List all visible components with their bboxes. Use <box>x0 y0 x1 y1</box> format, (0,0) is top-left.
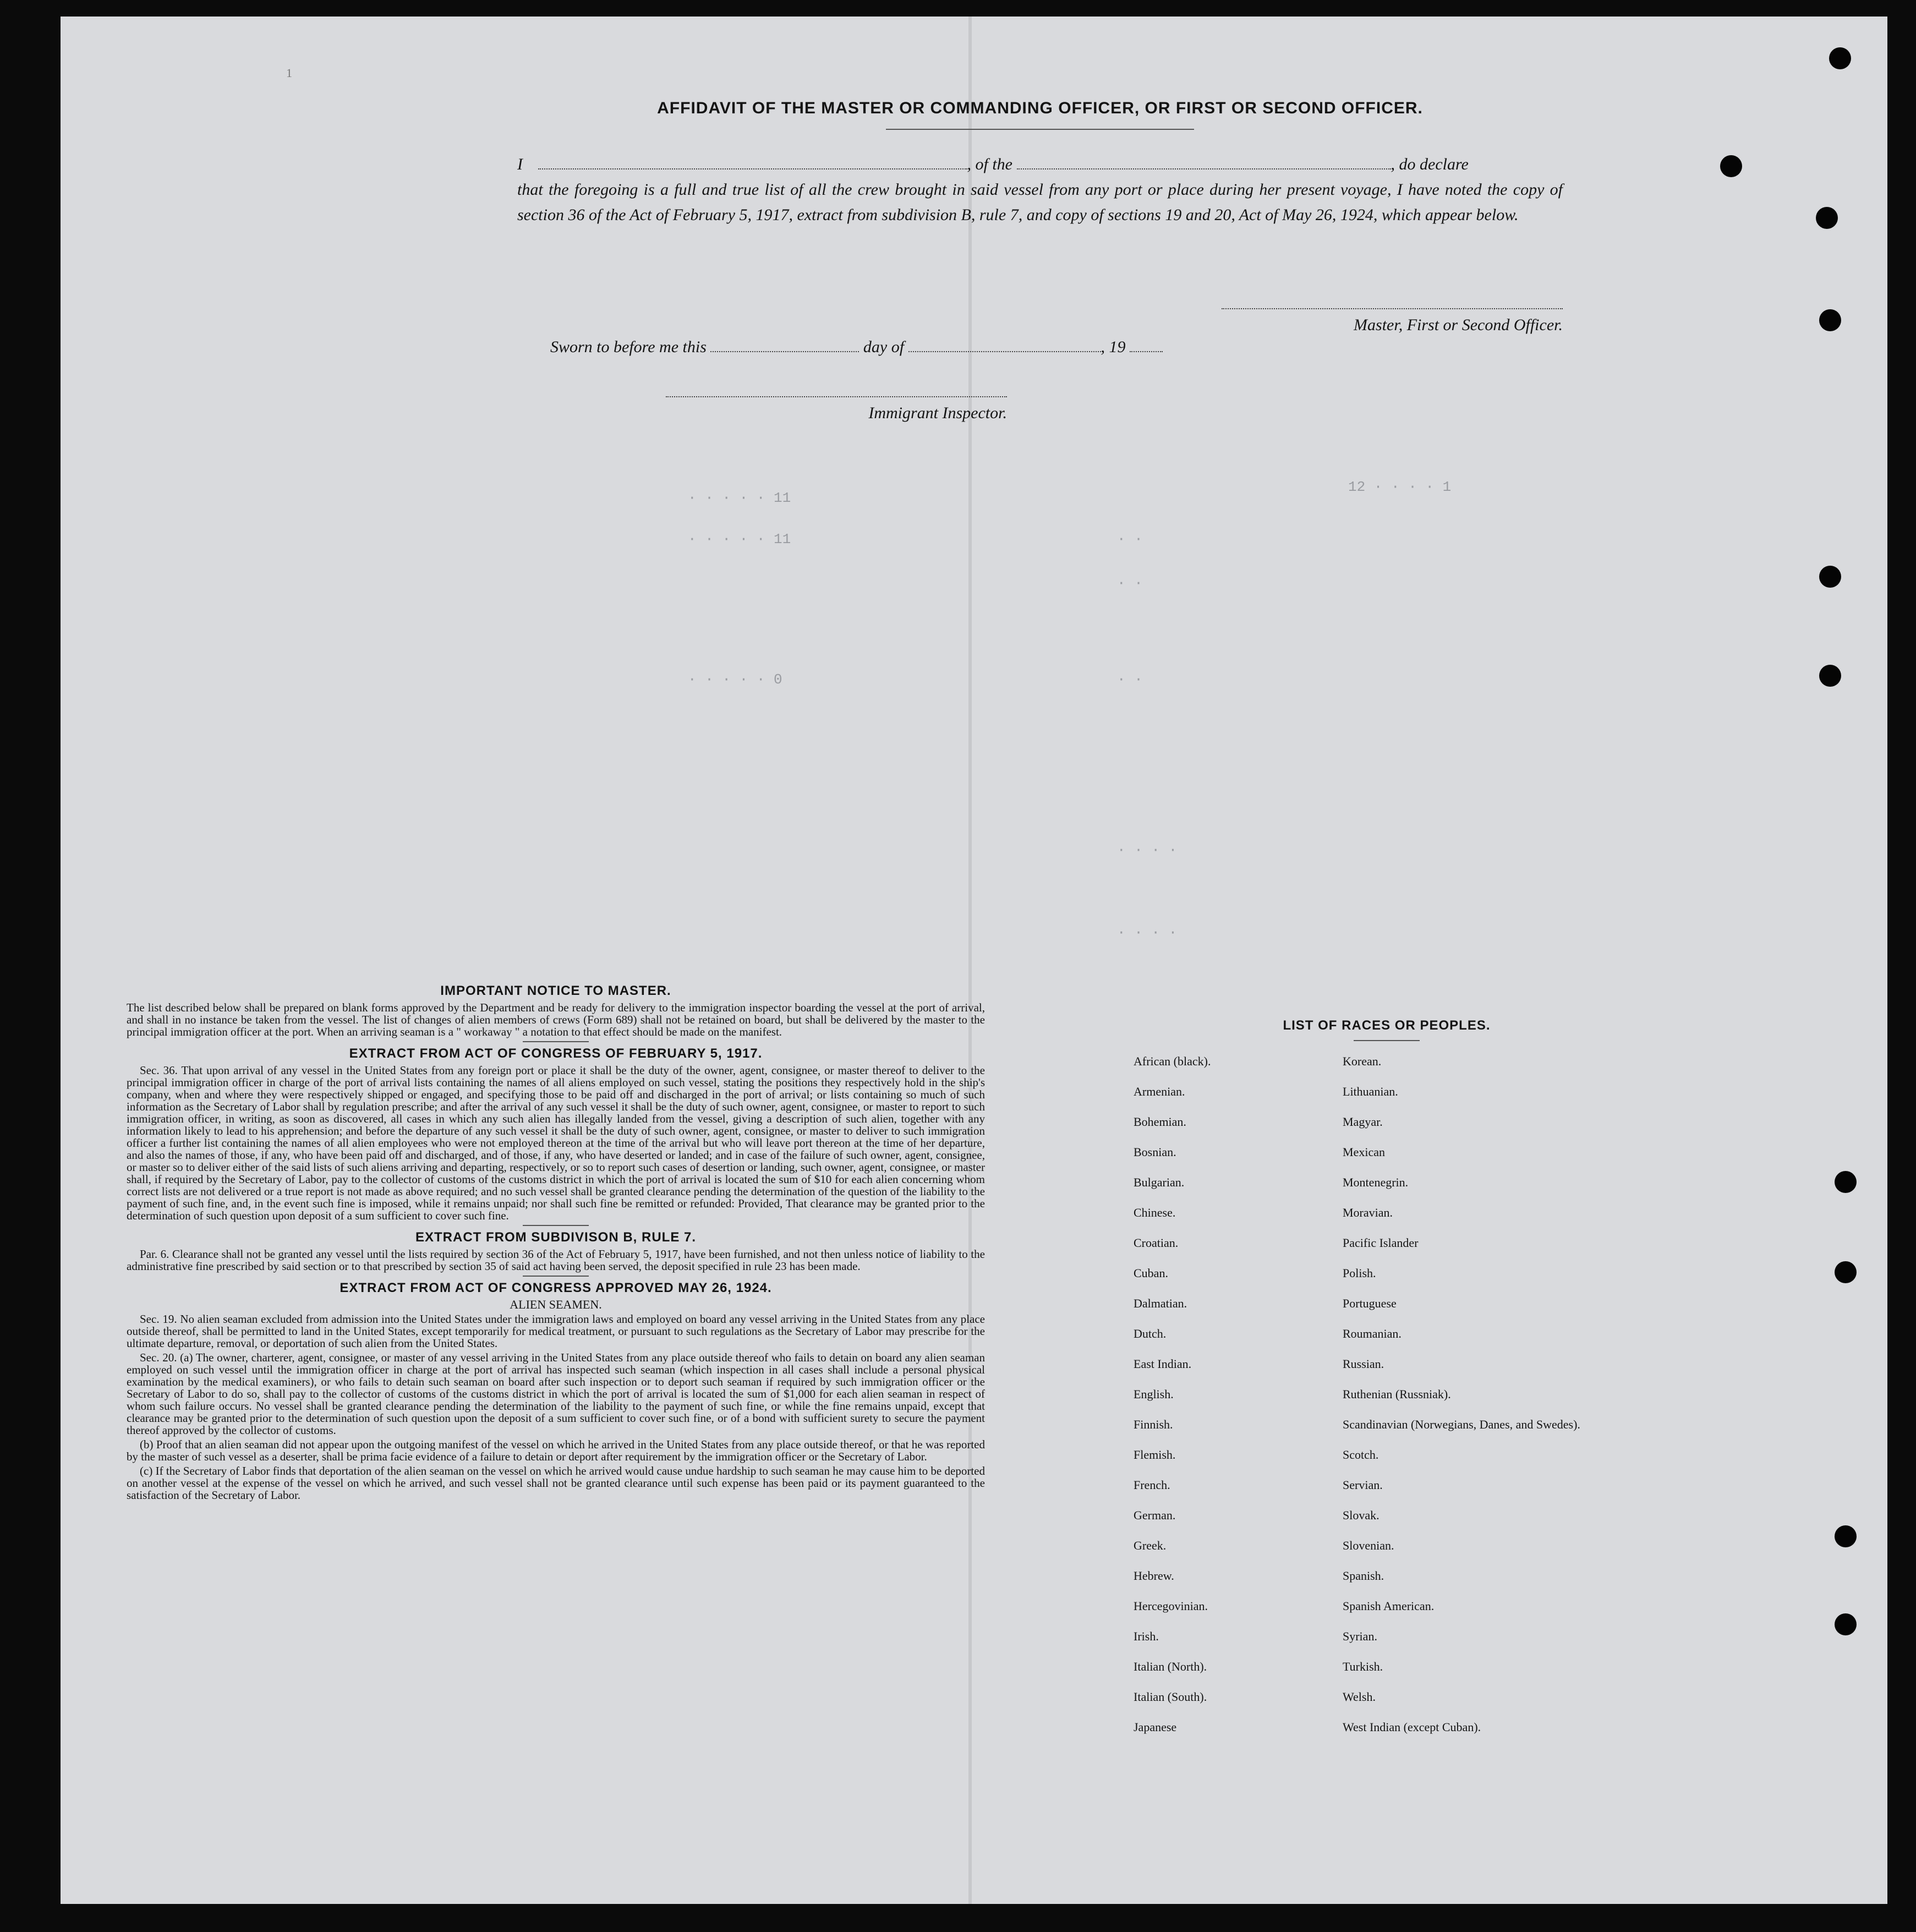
section-divider <box>523 1276 589 1277</box>
document-sheet <box>61 17 1887 1904</box>
race-item-right: Moravian. <box>1343 1206 1393 1219</box>
notice-column <box>127 979 985 1503</box>
race-item-left: Armenian. <box>1134 1085 1185 1098</box>
section-divider <box>523 1041 589 1042</box>
punch-hole <box>1816 207 1838 229</box>
bleed-through-mark: · · · · · 11 <box>688 531 791 548</box>
affidavit-body: that the foregoing is a full and true list of all the crew brought in said vessel from any port or place during her present voyage, I have noted the copy of section 36 of the Act of February 5, 1917, extract from subdivision B, rule 7, and copy of sections 19 and 20, Act of May 26, 1924, which appear below. <box>517 180 1563 224</box>
race-item-right: Roumanian. <box>1343 1327 1402 1340</box>
race-item-left: East Indian. <box>1134 1357 1192 1371</box>
races-section <box>1112 1018 1662 1750</box>
vessel-name-field[interactable] <box>1017 153 1391 169</box>
races-title-underline <box>1354 1040 1420 1041</box>
title-underline <box>886 129 1194 130</box>
punch-hole <box>1835 1171 1857 1193</box>
inspector-label: Immigrant Inspector. <box>868 404 1007 422</box>
race-item-right: Magyar. <box>1343 1115 1383 1129</box>
do-declare-label: , do declare <box>1391 155 1469 173</box>
race-item-right: Syrian. <box>1343 1629 1377 1643</box>
year-prefix: , 19 <box>1101 338 1126 356</box>
sworn-prefix: Sworn to before me this <box>550 338 707 356</box>
page-corner-mark: 1 <box>286 66 292 80</box>
sworn-day-field[interactable] <box>710 336 859 352</box>
of-the-label: , of the <box>967 155 1012 173</box>
sworn-year-field[interactable] <box>1130 336 1163 352</box>
race-item-right: Mexican <box>1343 1145 1385 1159</box>
race-item-right: Korean. <box>1343 1054 1382 1068</box>
race-item-left: African (black). <box>1134 1054 1211 1068</box>
race-item-right: Pacific Islander <box>1343 1236 1419 1250</box>
race-item-right: Portuguese <box>1343 1296 1397 1310</box>
race-item-left: Bulgarian. <box>1134 1175 1185 1189</box>
master-signature-block <box>1222 308 1563 335</box>
race-item-right: Russian. <box>1343 1357 1384 1371</box>
sec20b-text: (b) Proof that an alien seaman did not appear upon the outgoing manifest of the vessel on which he arrived in the United States from any place outside thereof, or that he was reported by the master of such vessel as a deserter, shall be prima facie evidence of a failure to detain or deport after requirement by the immigration officer or the Secretary of Labor. <box>127 1438 985 1463</box>
race-item-left: German. <box>1134 1508 1176 1522</box>
bleed-through-mark: · · <box>1117 575 1143 592</box>
sworn-month-field[interactable] <box>908 336 1101 352</box>
master-signature-line[interactable] <box>1222 308 1563 309</box>
bleed-through-mark: 12 · · · · 1 <box>1348 479 1452 495</box>
race-item-left: Dutch. <box>1134 1327 1167 1340</box>
race-item-left: Cuban. <box>1134 1266 1168 1280</box>
declarant-prefix: I <box>517 155 523 173</box>
race-item-right: Montenegrin. <box>1343 1175 1409 1189</box>
notice-title: IMPORTANT NOTICE TO MASTER. <box>440 983 671 998</box>
sec20c-text: (c) If the Secretary of Labor finds that deportation of the alien seaman on the vessel on which he arrived would cause undue hardship to such seaman he may cause him to be deported on another vessel at the expense of the vessel on which he arrived, and such vessel shall not be granted clearance until such expense has been paid or its payment guaranteed to the satisfaction of the Secretary of Labor. <box>127 1464 985 1502</box>
race-item-left: Bohemian. <box>1134 1115 1186 1129</box>
notice-text: The list described below shall be prepared on blank forms approved by the Department and be ready for delivery to the immigration inspector boarding the vessel at the port of arrival, and shall in no instance be taken from the vessel. The list of changes of alien members of crews (Form 689) shall not be retained on board, but shall be delivered by the master to the principal immigration officer at the port. When an arriving seaman is a " workaway " a notation to that effect should be made on the manifest. <box>127 1001 985 1038</box>
section-divider <box>523 1225 589 1226</box>
alien-seamen-subtitle: ALIEN SEAMEN. <box>510 1298 602 1311</box>
extract-1924-title: EXTRACT FROM ACT OF CONGRESS APPROVED MAY 26, 1924. <box>340 1280 772 1295</box>
inspector-signature-line[interactable] <box>666 396 1007 397</box>
race-item-left: Japanese <box>1134 1720 1177 1734</box>
race-item-right: Slovak. <box>1343 1508 1379 1522</box>
affidavit-declaration <box>517 152 1563 228</box>
race-item-left: Hebrew. <box>1134 1569 1174 1583</box>
extract-1917-text: Sec. 36. That upon arrival of any vessel in the United States from any foreign port or place it shall be the duty of the owner, agent, consignee, or master thereof to deliver to the principal immigration officer in charge of the port of arrival lists containing the names of all aliens employed on such vessel, stating the positions they respectively hold in the ship's company, when and where they were respectively shipped or engaged, and specifying those to be paid off and discharged in the port of arrival; or lists containing so much of such information as the Secretary of Labor shall by regulation prescribe; and after the arrival of any such vessel it shall be the duty of such owner, agent, consignee, or master to report to such immigration officer, in writing, as soon as discovered, all cases in which any such alien has illegally landed from the vessel, giving a description of such alien, together with any information likely to lead to his apprehension; and before the departure of any such vessel it shall be the duty of such owner, agent, consignee, or master to deliver to such immigration officer a further list containing the names of all alien employees who were not employed thereon at the time of the arrival but who will leave port thereon at the time of her departure, and also the names of those, if any, who have been paid off and discharged, and of those, if any, who have deserted or landed; and in case of the failure of such owner, agent, consignee, or master so to deliver either of the said lists of such aliens arriving and departing, respectively, or so to report such cases of desertion or landing, such owner, agent, consignee, or master shall, if required by the Secretary of Labor, pay to the collector of customs of the customs district in which the port of arrival is located the sum of $10 for each alien concerning whom correct lists are not delivered or a true report is not made as above required; and no such vessel shall be granted clearance pending the determination of the question of the liability to the payment of such fine, and, in the event such fine is imposed, while it remains unpaid; nor shall such fine be remitted or refunded: Provided, That clearance may be granted prior to the determination of such question upon deposit of a sum sufficient to cover such fine. <box>127 1064 985 1222</box>
race-item-right: Servian. <box>1343 1478 1383 1492</box>
race-item-left: French. <box>1134 1478 1170 1492</box>
race-item-left: Chinese. <box>1134 1206 1176 1219</box>
race-item-right: Welsh. <box>1343 1690 1376 1704</box>
bleed-through-mark: · · · · · 0 <box>688 671 782 688</box>
punch-hole <box>1835 1525 1857 1547</box>
races-grid <box>1134 1054 1662 1750</box>
bleed-through-mark: · · <box>1117 531 1143 548</box>
race-item-right: Scotch. <box>1343 1448 1379 1462</box>
bleed-through-mark: · · · · <box>1117 842 1178 858</box>
race-item-left: Bosnian. <box>1134 1145 1176 1159</box>
race-item-right: West Indian (except Cuban). <box>1343 1720 1481 1734</box>
punch-hole <box>1819 309 1841 331</box>
race-item-right: Slovenian. <box>1343 1539 1394 1552</box>
race-item-right: Ruthenian (Russniak). <box>1343 1387 1451 1401</box>
race-item-left: Italian (South). <box>1134 1690 1207 1704</box>
punch-hole <box>1819 566 1841 588</box>
bleed-through-mark: · · <box>1117 671 1143 688</box>
race-item-left: English. <box>1134 1387 1174 1401</box>
race-item-right: Turkish. <box>1343 1660 1383 1673</box>
declarant-name-field[interactable] <box>538 153 967 169</box>
race-item-right: Polish. <box>1343 1266 1376 1280</box>
extract-1917-title: EXTRACT FROM ACT OF CONGRESS OF FEBRUARY 5, 1917. <box>349 1046 763 1061</box>
race-item-right: Spanish American. <box>1343 1599 1435 1613</box>
race-item-left: Dalmatian. <box>1134 1296 1187 1310</box>
race-item-right: Scandinavian (Norwegians, Danes, and Swedes). <box>1343 1417 1580 1431</box>
master-signature-label: Master, First or Second Officer. <box>1354 316 1563 334</box>
race-item-left: Flemish. <box>1134 1448 1176 1462</box>
race-item-right: Spanish. <box>1343 1569 1384 1583</box>
punch-hole <box>1819 665 1841 687</box>
sec20a-text: Sec. 20. (a) The owner, charterer, agent, consignee, or master of any vessel arriving in the United States from any place outside thereof who fails to detain on board any alien seaman employed on such vessel until the immigration officer in charge at the port of arrival has inspected such seaman (which inspection in all cases shall include a personal physical examination by the medical examiners), or who fails to detain such seaman on board after such inspection or to deport such seaman if required by such immigration officer or the Secretary of Labor to do so, shall pay to the collector of customs of the customs district in which the port of arrival is located the sum of $1,000 for each alien seaman in respect of whom such failure occurs. No vessel shall be granted clearance pending the determination of the liability to the payment of such fine, or while the fine remains unpaid, except that clearance may be granted prior to the determination of such question upon the deposit of a sum sufficient to cover such fine, or of a bond with sufficient surety to secure the payment thereof approved by the collector of customs. <box>127 1351 985 1437</box>
sec19-text: Sec. 19. No alien seaman excluded from admission into the United States under the immigration laws and employed on board any vessel arriving in the United States from any place outside thereof, shall be permitted to land in the United States, except temporarily for medical treatment, or pursuant to such regulations as the Secretary of Labor may prescribe for the ultimate departure, removal, or deportation of such alien from the United States. <box>127 1312 985 1350</box>
extract-rule7-title: EXTRACT FROM SUBDIVISON B, RULE 7. <box>415 1230 697 1245</box>
race-item-left: Hercegovinian. <box>1134 1599 1208 1613</box>
punch-hole <box>1720 155 1742 177</box>
day-of-label: day of <box>863 338 905 356</box>
race-item-left: Greek. <box>1134 1539 1167 1552</box>
inspector-signature-block <box>666 396 1007 423</box>
bleed-through-mark: · · · · <box>1117 924 1178 941</box>
race-item-right: Lithuanian. <box>1343 1085 1398 1098</box>
races-title: LIST OF RACES OR PEOPLES. <box>1283 1018 1491 1033</box>
race-item-left: Italian (North). <box>1134 1660 1207 1673</box>
bleed-through-mark: · · · · · 11 <box>688 490 791 506</box>
affidavit-title: AFFIDAVIT OF THE MASTER OR COMMANDING OFFICER, OR FIRST OR SECOND OFFICER. <box>657 99 1423 117</box>
extract-rule7-text: Par. 6. Clearance shall not be granted any vessel until the lists required by section 36 of the Act of February 5, 1917, have been furnished, and not then unless notice of liability to the administrative fine prescribed by said section or to that prescribed by section 35 of said act having been served, the deposit specified in rule 23 has been made. <box>127 1247 985 1273</box>
page-fold <box>968 17 972 1904</box>
race-item-left: Croatian. <box>1134 1236 1179 1250</box>
punch-hole <box>1829 47 1851 69</box>
punch-hole <box>1835 1261 1857 1283</box>
sworn-line <box>550 336 1163 357</box>
punch-hole <box>1835 1613 1857 1635</box>
race-item-left: Irish. <box>1134 1629 1159 1643</box>
affidavit-section <box>517 99 1563 422</box>
race-item-left: Finnish. <box>1134 1417 1173 1431</box>
